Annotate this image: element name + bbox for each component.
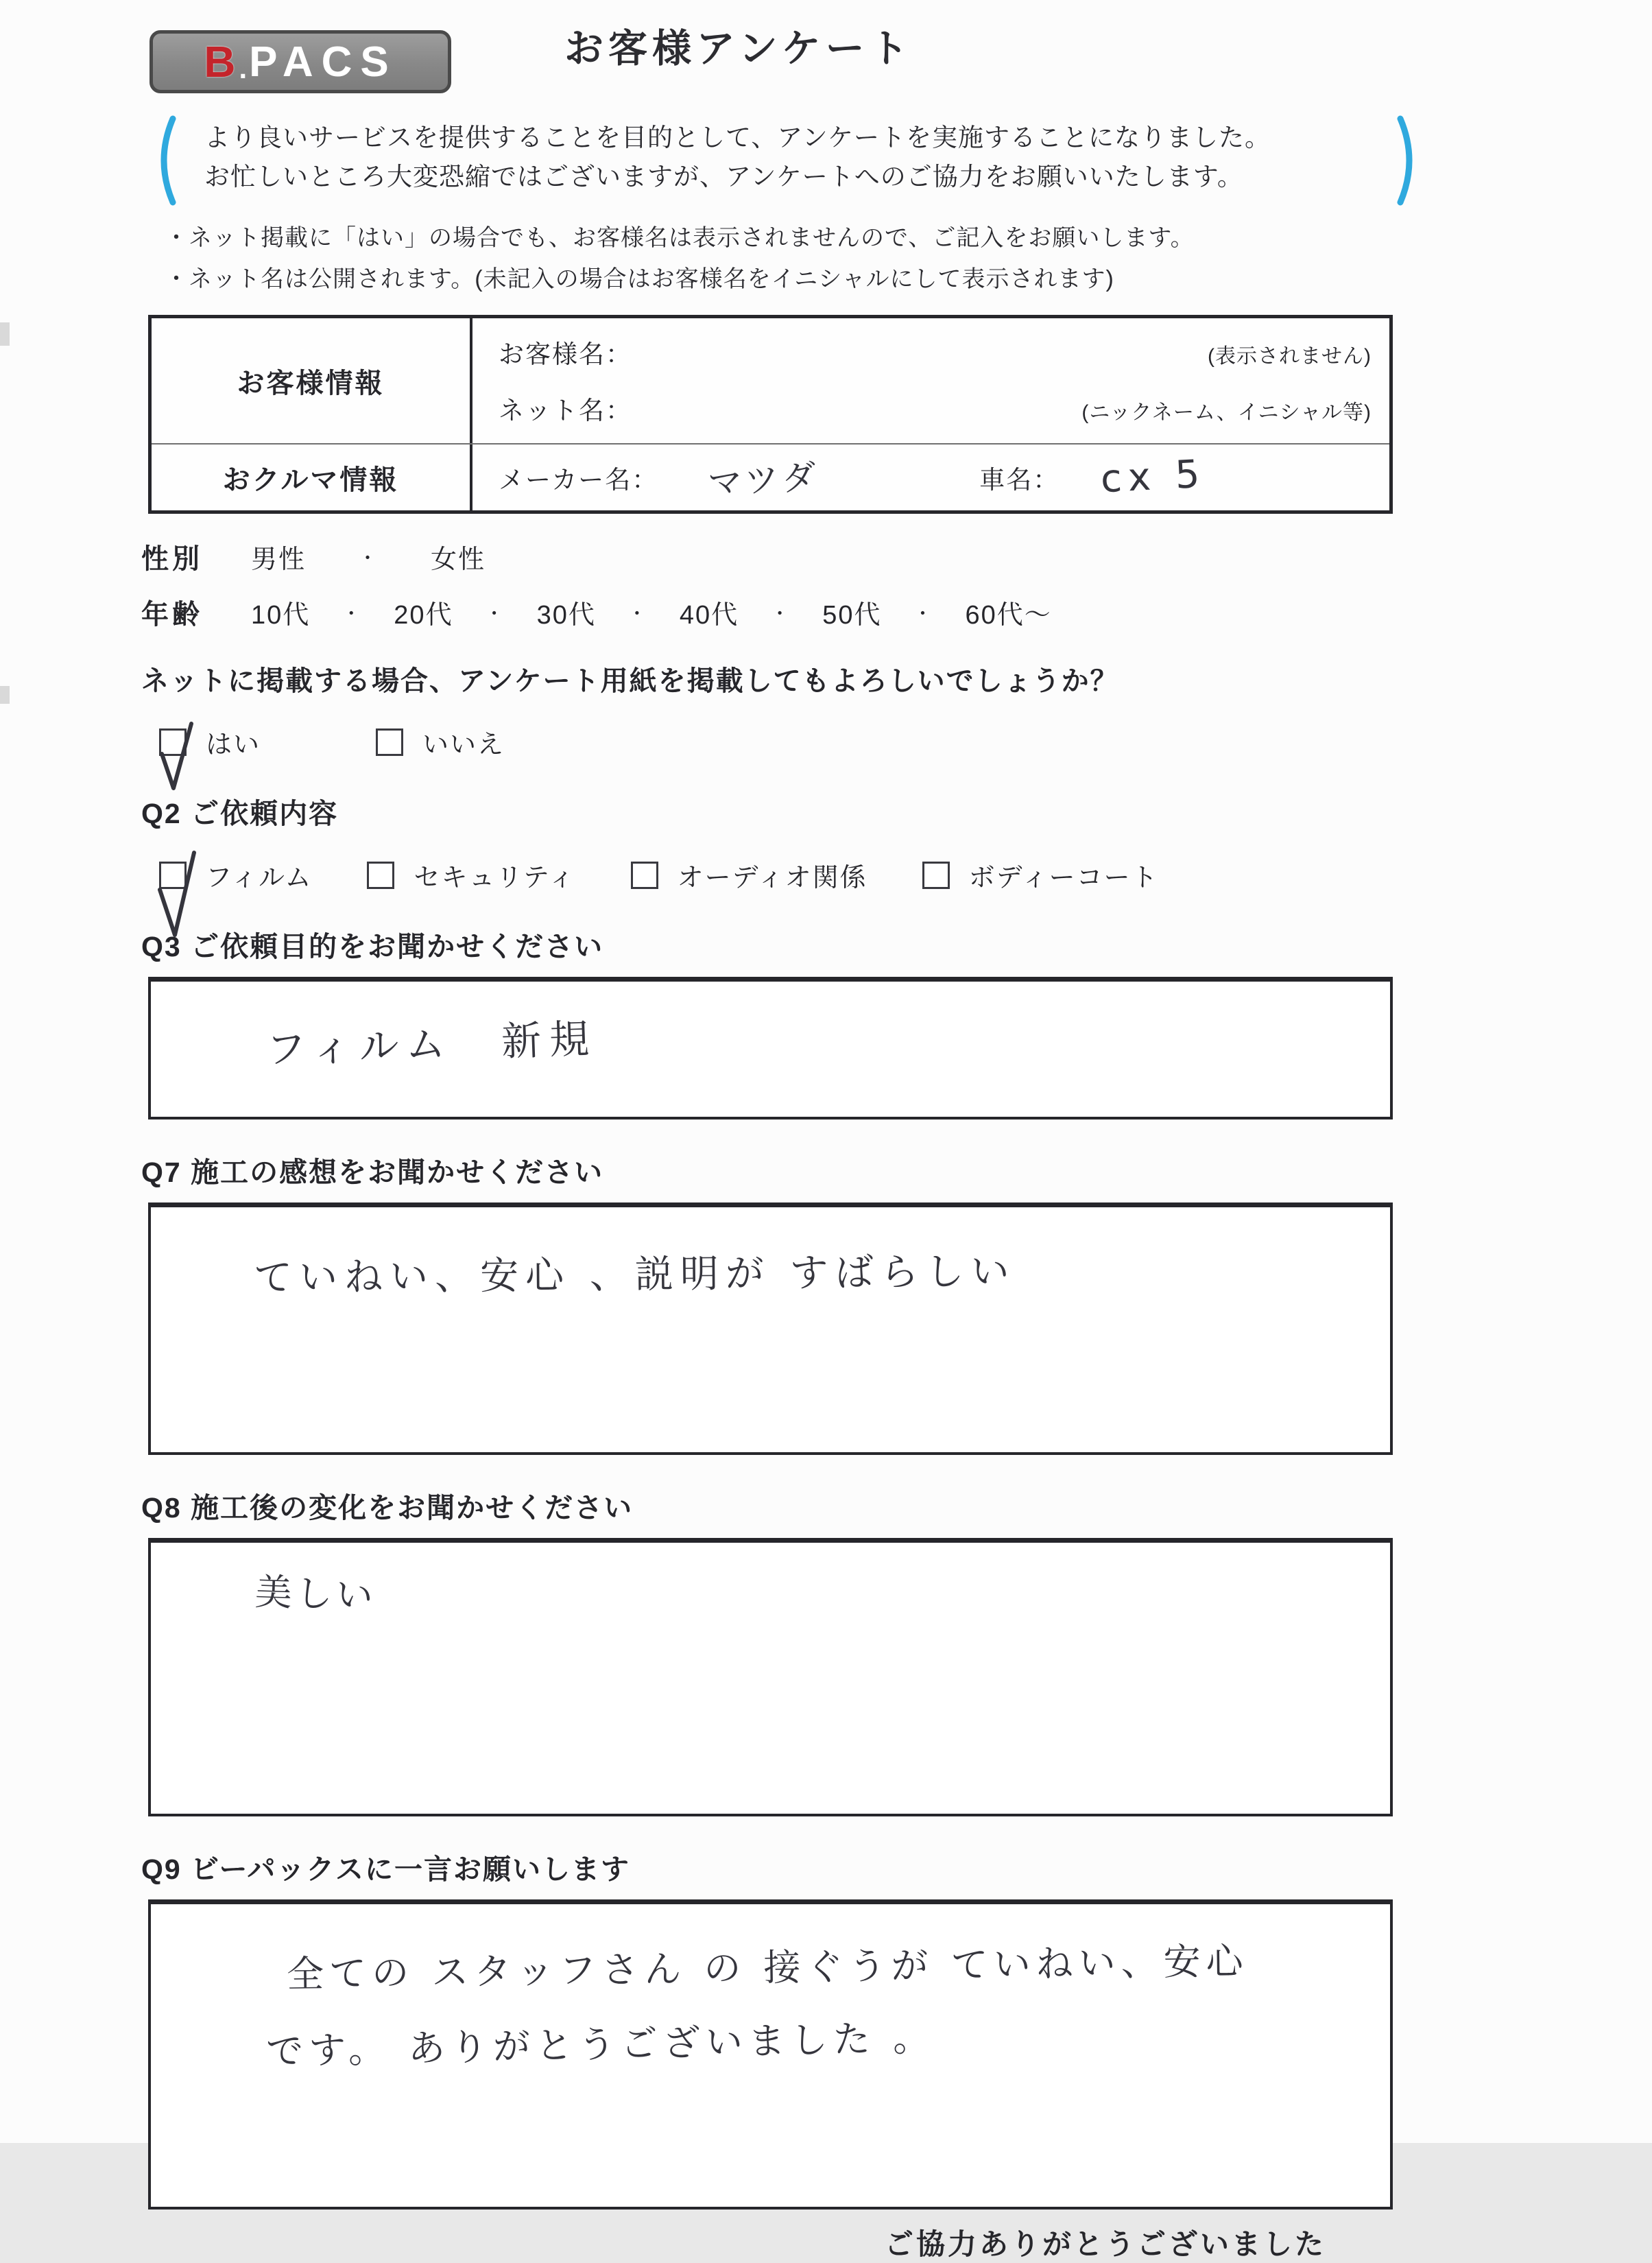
car-name-label: 車名： bbox=[979, 466, 1060, 494]
age-label: 年齢 bbox=[141, 600, 203, 630]
audio-checkbox[interactable] bbox=[631, 862, 658, 889]
age-row bbox=[141, 593, 1652, 632]
security-checkbox[interactable] bbox=[367, 862, 394, 889]
age-option-20s: 20代 bbox=[394, 601, 453, 630]
logo-dot: . bbox=[239, 52, 248, 84]
age-option-30s: 30代 bbox=[536, 601, 596, 630]
option-security bbox=[367, 856, 575, 894]
gender-option-male: 男性 bbox=[251, 545, 307, 574]
yes-label: はい bbox=[206, 731, 261, 759]
car-info-row bbox=[152, 443, 1389, 510]
note-line-2: ・ネット名は公開されます。(未記入の場合はお客様名をイニシャルにして表示されます) bbox=[165, 265, 1114, 292]
q2-title: Q2 ご依頼内容 bbox=[141, 798, 339, 829]
maker-label: メーカー名： bbox=[499, 466, 659, 494]
note-line-1: ・ネット掲載に「はい」の場合でも、お客様名は表示されませんので、ご記入をお願いします。 bbox=[165, 225, 1195, 251]
gender-row bbox=[141, 537, 1652, 576]
scan-artifact bbox=[0, 686, 10, 704]
handwritten-check-icon bbox=[153, 720, 201, 795]
customer-info-fields bbox=[472, 318, 1389, 443]
logo-text-pacs: PACS bbox=[249, 38, 397, 86]
customer-name-line bbox=[499, 333, 1372, 370]
q7-answer-box[interactable] bbox=[148, 1202, 1393, 1455]
customer-info-header: お客様情報 bbox=[152, 318, 472, 443]
q9-handwritten-answer-line2: です。 ありがとうございました 。 bbox=[265, 2015, 936, 2074]
customer-name-note: (表示されません) bbox=[1208, 345, 1372, 368]
q9-title: Q9 ビーパックスに一言お願いします bbox=[141, 1853, 630, 1885]
q3-title: Q3 ご依頼目的をお聞かせください bbox=[141, 931, 604, 962]
no-label: いいえ bbox=[422, 731, 505, 759]
notes-block bbox=[165, 218, 1652, 300]
security-label: セキュリティ bbox=[414, 864, 576, 892]
car-name-handwritten-value: cx 5 bbox=[1099, 451, 1208, 501]
q7-handwritten-answer: ていねい、安心 、説明が すばらしい bbox=[253, 1249, 1016, 1301]
intro-text bbox=[204, 118, 1369, 197]
net-publish-options bbox=[159, 723, 1652, 761]
gender-option-female: 女性 bbox=[431, 545, 486, 574]
customer-name-label: お客様名： bbox=[499, 340, 632, 368]
bodycoat-label: ボディーコート bbox=[968, 864, 1159, 892]
q9-handwritten-answer-line1: 全ての スタッフさん の 接ぐうが ていねい、安心 bbox=[286, 1939, 1249, 1996]
q8-title: Q8 施工後の変化をお聞かせください bbox=[141, 1492, 634, 1524]
separator-dot: ・ bbox=[770, 602, 791, 624]
maker-handwritten-value: マツダ bbox=[706, 456, 822, 504]
separator-dot: ・ bbox=[627, 602, 648, 624]
option-yes bbox=[159, 723, 261, 761]
car-info-header: おクルマ情報 bbox=[152, 445, 472, 510]
net-name-line bbox=[499, 390, 1372, 427]
no-checkbox[interactable] bbox=[376, 728, 403, 756]
audio-label: オーディオ関係 bbox=[677, 864, 867, 892]
q7-title: Q7 施工の感想をお聞かせください bbox=[141, 1157, 604, 1188]
separator-dot: ・ bbox=[913, 602, 934, 624]
film-checkbox[interactable] bbox=[159, 862, 187, 889]
car-info-fields bbox=[472, 445, 1389, 510]
page-title: お客様アンケート bbox=[564, 27, 913, 71]
option-audio bbox=[631, 856, 867, 894]
option-film bbox=[159, 856, 312, 894]
gender-label: 性別 bbox=[141, 544, 203, 574]
separator-dot: ・ bbox=[342, 602, 363, 624]
bpacs-logo bbox=[149, 30, 451, 93]
intro-block bbox=[159, 118, 1414, 206]
bodycoat-checkbox[interactable] bbox=[922, 862, 950, 889]
left-bracket-icon bbox=[149, 115, 178, 206]
separator-dot: ・ bbox=[484, 602, 505, 624]
q3-answer-box[interactable] bbox=[148, 977, 1393, 1119]
logo-letter-b: B bbox=[204, 37, 237, 86]
net-name-note: (ニックネーム、イニシャル等) bbox=[1081, 401, 1372, 424]
net-publish-question: ネットに掲載する場合、アンケート用紙を掲載してもよろしいでしょうか？ bbox=[141, 666, 1119, 696]
footer-thanks: ご協力ありがとうございました bbox=[884, 2228, 1326, 2260]
q8-handwritten-answer: 美しい bbox=[254, 1569, 377, 1618]
q8-answer-box[interactable] bbox=[148, 1538, 1393, 1816]
header bbox=[0, 0, 1652, 103]
maker-value bbox=[658, 453, 979, 502]
intro-line-2: お忙しいところ大変恐縮ではございますが、アンケートへのご協力をお願いいたします。 bbox=[204, 163, 1243, 191]
q3-handwritten-answer: フィルム 新規 bbox=[265, 1015, 599, 1074]
q9-answer-box[interactable] bbox=[148, 1899, 1393, 2209]
right-bracket-icon bbox=[1395, 115, 1424, 206]
age-option-50s: 50代 bbox=[822, 601, 882, 630]
yes-checkbox[interactable] bbox=[159, 728, 187, 756]
customer-info-row bbox=[152, 318, 1389, 443]
separator-dot: ・ bbox=[358, 547, 379, 569]
option-bodycoat bbox=[922, 856, 1159, 894]
option-no bbox=[376, 723, 505, 761]
age-option-60s: 60代〜 bbox=[965, 601, 1052, 630]
scan-artifact bbox=[0, 322, 10, 346]
q2-options bbox=[159, 856, 1652, 894]
net-name-label: ネット名： bbox=[499, 396, 632, 425]
age-option-10s: 10代 bbox=[251, 601, 311, 630]
intro-line-1: より良いサービスを提供することを目的として、アンケートを実施することになりました。 bbox=[204, 123, 1271, 152]
age-option-40s: 40代 bbox=[679, 601, 739, 630]
film-label: フィルム bbox=[206, 864, 313, 892]
customer-info-table bbox=[148, 315, 1393, 514]
